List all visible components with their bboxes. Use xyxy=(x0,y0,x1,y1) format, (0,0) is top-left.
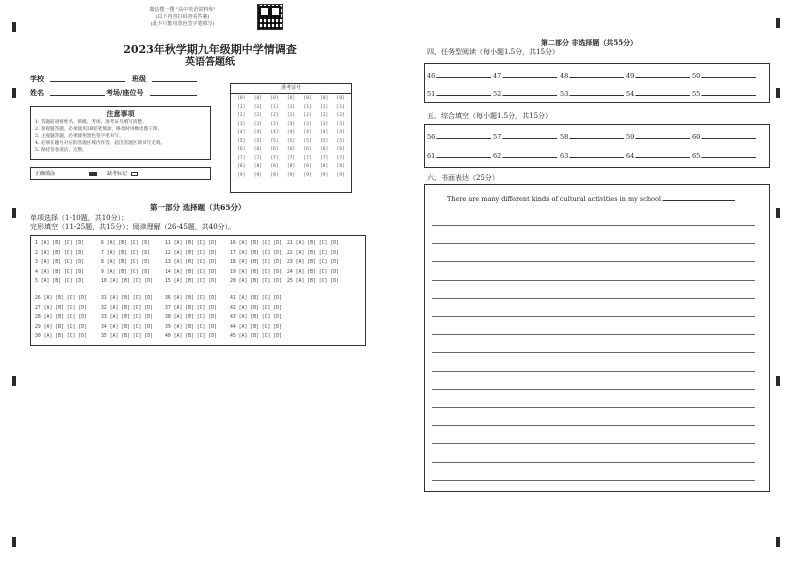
question-bubble-row[interactable]: 17 [A] [B] [C] [D] xyxy=(230,250,282,256)
question-bubble-row[interactable]: 32 [A] [B] [C] [D] xyxy=(101,305,153,311)
blank-number: 58. xyxy=(560,133,571,141)
admission-digit-bubble[interactable]: [9] xyxy=(237,172,246,178)
question-bubble-row[interactable]: 44 [A] [B] [C] [D] xyxy=(230,324,282,330)
answer-blank[interactable] xyxy=(493,152,557,160)
answer-blank[interactable] xyxy=(626,152,690,160)
blank-line[interactable] xyxy=(702,72,756,78)
notice-box xyxy=(30,106,211,160)
blank-line[interactable] xyxy=(702,152,756,158)
admission-digit-bubble[interactable]: [9] xyxy=(286,172,296,178)
question-bubble-row[interactable]: 35 [A] [B] [C] [D] xyxy=(101,334,153,339)
answer-blank[interactable] xyxy=(626,72,690,80)
writing-line[interactable] xyxy=(432,425,755,426)
admission-digit-bubble[interactable]: [5] xyxy=(336,138,345,144)
admission-digit-bubble[interactable]: [0] xyxy=(270,96,279,101)
alignment-mark xyxy=(12,208,16,218)
admission-digit-bubble[interactable]: [6] xyxy=(270,147,279,152)
admission-digit-bubble[interactable]: [4] xyxy=(270,130,279,135)
admission-digit-bubble[interactable]: [3] xyxy=(270,121,279,127)
admission-digit-bubble[interactable]: [7] xyxy=(319,155,329,161)
name-label: 姓名 xyxy=(30,88,44,97)
answer-blank[interactable] xyxy=(692,152,756,160)
blank-line[interactable] xyxy=(503,152,557,158)
admission-digit-bubble[interactable]: [5] xyxy=(237,138,246,144)
admission-digit-bubble[interactable]: [9] xyxy=(253,172,262,178)
fill-example xyxy=(30,167,211,180)
answer-blank[interactable] xyxy=(427,133,491,141)
admission-digit-bubble[interactable]: [2] xyxy=(270,113,279,118)
notice-item: 3. 主观题答题，必须使用黑色签字笔书写。 xyxy=(35,134,124,139)
admission-digit-bubble[interactable]: [8] xyxy=(303,164,312,169)
question-bubble-row[interactable]: 19 [A] [B] [C] [D] xyxy=(230,269,282,275)
name-field[interactable] xyxy=(50,95,105,96)
header-note xyxy=(110,7,255,28)
admission-digit-bubble[interactable]: [8] xyxy=(319,164,329,169)
question-bubble-row[interactable]: 41 [A] [B] [C] [D] xyxy=(230,296,282,301)
admission-digit-bubble[interactable]: [5] xyxy=(303,138,312,144)
admission-digit-bubble[interactable]: [5] xyxy=(319,138,329,144)
multiple-choice-area xyxy=(30,235,366,346)
question-bubble-row[interactable]: 21 [A] [B] [C] [D] xyxy=(287,241,339,246)
admission-digit-bubble[interactable]: [8] xyxy=(237,164,246,169)
admission-digit-bubble[interactable]: [7] xyxy=(303,155,312,161)
admission-digit-bubble[interactable]: [1] xyxy=(237,104,246,110)
blank-line[interactable] xyxy=(503,90,557,96)
admission-digit-bubble[interactable]: [8] xyxy=(286,164,296,169)
admission-number-title: 准考证号 xyxy=(231,84,351,94)
school-label: 学校 xyxy=(30,74,44,83)
admission-digit-bubble[interactable]: [1] xyxy=(270,104,279,110)
alignment-mark xyxy=(12,537,16,547)
blank-line[interactable] xyxy=(570,133,624,139)
writing-line[interactable] xyxy=(432,443,755,444)
question-bubble-row[interactable]: 11 [A] [B] [C] [D] xyxy=(165,241,217,246)
admission-digit-bubble[interactable]: [2] xyxy=(336,113,345,118)
blank-number: 56. xyxy=(427,133,438,141)
alignment-mark xyxy=(776,88,780,98)
blank-number: 50. xyxy=(692,72,703,80)
admission-digit-bubble[interactable]: [6] xyxy=(286,147,296,152)
question-bubble-row[interactable]: 29 [A] [B] [C] [D] xyxy=(35,324,87,330)
blank-number: 57. xyxy=(493,133,504,141)
notice-item: 2. 客观题答题，必须使用2B铅笔填涂，修改时用橡皮擦干净。 xyxy=(35,127,162,132)
question-bubble-row[interactable]: 15 [A] [B] [C] [D] xyxy=(165,279,217,284)
question-bubble-row[interactable]: 38 [A] [B] [C] [D] xyxy=(165,315,217,320)
section5-box xyxy=(424,124,770,168)
question-bubble-row[interactable]: 25 [A] [B] [C] [D] xyxy=(287,279,339,284)
page-title: 2023年秋学期九年级期中学情调查 xyxy=(123,43,297,56)
class-label: 班级 xyxy=(132,74,146,83)
admission-digit-bubble[interactable]: [4] xyxy=(253,130,262,135)
notice-title: 注意事项 xyxy=(106,109,135,118)
blank-number: 47. xyxy=(493,72,504,80)
room-seat-label: 考场/座位号 xyxy=(106,88,144,97)
writing-line[interactable] xyxy=(432,280,755,281)
admission-digit-bubble[interactable]: [0] xyxy=(253,96,262,101)
writing-line[interactable] xyxy=(432,316,755,317)
part1-sub1: 单项选择（1-10题，共10分）； xyxy=(30,214,129,222)
question-bubble-row[interactable]: 5 [A] [B] [C] [D] xyxy=(35,279,85,284)
question-bubble-row[interactable]: 45 [A] [B] [C] [D] xyxy=(230,334,282,339)
admission-digit-bubble[interactable]: [8] xyxy=(336,164,345,169)
question-bubble-row[interactable]: 4 [A] [B] [C] [D] xyxy=(35,269,85,275)
answer-blank[interactable] xyxy=(560,72,624,80)
admission-digit-bubble[interactable]: [7] xyxy=(237,155,246,161)
question-bubble-row[interactable]: 28 [A] [B] [C] [D] xyxy=(35,315,87,320)
admission-digit-bubble[interactable]: [1] xyxy=(319,104,329,110)
blank-line[interactable] xyxy=(702,133,756,139)
blank-line[interactable] xyxy=(636,133,690,139)
question-bubble-row[interactable]: 26 [A] [B] [C] [D] xyxy=(35,296,87,301)
question-bubble-row[interactable]: 39 [A] [B] [C] [D] xyxy=(165,324,217,330)
blank-line[interactable] xyxy=(636,152,690,158)
question-bubble-row[interactable]: 20 [A] [B] [C] [D] xyxy=(230,279,282,284)
blank-number: 51. xyxy=(427,90,438,98)
blank-number: 55. xyxy=(692,90,703,98)
admission-digit-bubble[interactable]: [2] xyxy=(303,113,312,118)
fill-sample-icon xyxy=(89,172,97,176)
blank-number: 61. xyxy=(427,152,438,160)
writing-prompt-text: There are many different kinds of cultural activities in my school. xyxy=(447,195,664,203)
blank-line[interactable] xyxy=(503,72,557,78)
answer-blank[interactable] xyxy=(427,72,491,80)
alignment-mark xyxy=(12,22,16,32)
question-bubble-row[interactable]: 31 [A] [B] [C] [D] xyxy=(101,296,153,301)
blank-number: 64. xyxy=(626,152,637,160)
admission-digit-bubble[interactable]: [5] xyxy=(286,138,296,144)
blank-line[interactable] xyxy=(437,152,491,158)
blank-line[interactable] xyxy=(636,90,690,96)
admission-digit-bubble[interactable]: [3] xyxy=(286,121,296,127)
admission-digit-bubble[interactable]: [6] xyxy=(319,147,329,152)
alignment-mark xyxy=(12,88,16,98)
admission-digit-bubble[interactable]: [8] xyxy=(270,164,279,169)
blank-line[interactable] xyxy=(702,90,756,96)
admission-digit-bubble[interactable]: [9] xyxy=(336,172,345,178)
page-subtitle: 英语答题纸 xyxy=(185,57,235,68)
writing-line[interactable] xyxy=(432,352,755,353)
answer-blank[interactable] xyxy=(560,152,624,160)
writing-line[interactable] xyxy=(432,225,755,226)
question-bubble-row[interactable]: 3 [A] [B] [C] [D] xyxy=(35,260,85,265)
admission-digit-bubble[interactable]: [9] xyxy=(270,172,279,178)
admission-digit-bubble[interactable]: [6] xyxy=(336,147,345,152)
blank-number: 48. xyxy=(560,72,571,80)
missing-mark-label: 缺考标记 xyxy=(107,171,128,177)
class-field[interactable] xyxy=(152,81,197,82)
answer-blank[interactable] xyxy=(692,133,756,141)
admission-digit-bubble[interactable]: [3] xyxy=(303,121,312,127)
writing-line[interactable] xyxy=(432,407,755,408)
notice-item: 4. 必须在题号对应的答题区域内作答，超出答题区域书写无效。 xyxy=(35,141,165,146)
question-bubble-row[interactable]: 27 [A] [B] [C] [D] xyxy=(35,305,87,311)
blank-line[interactable] xyxy=(437,72,491,78)
question-bubble-row[interactable]: 2 [A] [B] [C] [D] xyxy=(35,250,85,256)
question-bubble-row[interactable]: 36 [A] [B] [C] [D] xyxy=(165,296,217,301)
answer-blank[interactable] xyxy=(493,90,557,98)
answer-blank[interactable] xyxy=(626,133,690,141)
admission-digit-bubble[interactable]: [0] xyxy=(286,96,296,101)
writing-line[interactable] xyxy=(432,480,755,481)
question-bubble-row[interactable]: 9 [A] [B] [C] [D] xyxy=(101,269,151,275)
question-bubble-row[interactable]: 37 [A] [B] [C] [D] xyxy=(165,305,217,311)
part1-title: 第一部分 选择题（共65分） xyxy=(150,203,246,212)
part1-sub2: 完形填空（11-25题，共15分）；阅读理解（26-45题，共40分）。 xyxy=(30,223,236,231)
notice-item: 1. 答题前请将姓名、班级、考场、准考证号填写清楚。 xyxy=(35,120,147,125)
admission-digit-bubble[interactable]: [2] xyxy=(286,113,296,118)
question-bubble-row[interactable]: 1 [A] [B] [C] [D] xyxy=(35,241,85,246)
question-bubble-row[interactable]: 7 [A] [B] [C] [D] xyxy=(101,250,151,256)
question-bubble-row[interactable]: 42 [A] [B] [C] [D] xyxy=(230,305,282,311)
header-note-line: (以下内容扫码查看答案) xyxy=(155,14,210,20)
admission-digit-bubble[interactable]: [7] xyxy=(336,155,345,161)
header-note-line: (此卡只能用黑色签字笔填写) xyxy=(150,21,215,27)
blank-line[interactable] xyxy=(437,133,491,139)
blank-line[interactable] xyxy=(570,90,624,96)
section5-title: 五、综合填空（每小题1.5分，共15分） xyxy=(427,112,553,120)
answer-blank[interactable] xyxy=(493,72,557,80)
question-bubble-row[interactable]: 10 [A] [B] [C] [D] xyxy=(101,279,153,284)
admission-digit-bubble[interactable]: [2] xyxy=(319,113,329,118)
part2-title: 第二部分 非选择题（共55分） xyxy=(541,38,638,47)
admission-digit-bubble[interactable]: [3] xyxy=(253,121,262,127)
answer-blank[interactable] xyxy=(560,133,624,141)
admission-digit-bubble[interactable]: [0] xyxy=(237,96,246,101)
writing-line[interactable] xyxy=(432,243,755,244)
missing-mark-box[interactable] xyxy=(131,172,138,176)
blank-line[interactable] xyxy=(503,133,557,139)
blank-number: 62. xyxy=(493,152,504,160)
answer-blank[interactable] xyxy=(692,90,756,98)
writing-prompt xyxy=(447,195,735,203)
admission-digit-bubble[interactable]: [7] xyxy=(270,155,279,161)
admission-digit-bubble[interactable]: [1] xyxy=(286,104,296,110)
blank-number: 46. xyxy=(427,72,438,80)
admission-digit-bubble[interactable]: [4] xyxy=(237,130,246,135)
header-note-line: 微信搜一搜 "高中英语资料库" xyxy=(149,7,216,13)
section4-title: 四、任务型阅读（每小题1.5分，共15分） xyxy=(427,48,560,56)
writing-line[interactable] xyxy=(432,298,755,299)
question-bubble-row[interactable]: 6 [A] [B] [C] [D] xyxy=(101,241,151,246)
admission-digit-bubble[interactable]: [5] xyxy=(270,138,279,144)
admission-digit-bubble[interactable]: [6] xyxy=(237,147,246,152)
notice-item: 5. 保持答卷清洁、完整。 xyxy=(35,148,87,153)
question-bubble-row[interactable]: 22 [A] [B] [C] [D] xyxy=(287,250,339,256)
admission-digit-bubble[interactable]: [4] xyxy=(303,130,312,135)
admission-digit-bubble[interactable]: [0] xyxy=(303,96,312,101)
writing-box xyxy=(424,184,770,492)
writing-line[interactable] xyxy=(432,334,755,335)
admission-number-bubbles xyxy=(231,94,351,181)
admission-digit-bubble[interactable]: [7] xyxy=(253,155,262,161)
writing-line[interactable] xyxy=(432,261,755,262)
admission-digit-bubble[interactable]: [4] xyxy=(336,130,345,135)
answer-blank[interactable] xyxy=(560,90,624,98)
admission-digit-bubble[interactable]: [6] xyxy=(303,147,312,152)
alignment-mark xyxy=(776,537,780,547)
blank-number: 49. xyxy=(626,72,637,80)
writing-line[interactable] xyxy=(432,462,755,463)
question-bubble-row[interactable]: 18 [A] [B] [C] [D] xyxy=(230,260,282,265)
question-bubble-row[interactable]: 24 [A] [B] [C] [D] xyxy=(287,269,339,275)
school-field[interactable] xyxy=(50,81,125,82)
question-bubble-row[interactable]: 40 [A] [B] [C] [D] xyxy=(165,334,217,339)
alignment-mark xyxy=(12,376,16,386)
admission-digit-bubble[interactable]: [2] xyxy=(237,113,246,118)
admission-digit-bubble[interactable]: [1] xyxy=(336,104,345,110)
answer-blank[interactable] xyxy=(427,152,491,160)
admission-digit-bubble[interactable]: [1] xyxy=(253,104,262,110)
correct-fill-label: 正确填涂 xyxy=(35,171,56,177)
admission-digit-bubble[interactable]: [6] xyxy=(253,147,262,152)
admission-digit-bubble[interactable]: [3] xyxy=(319,121,329,127)
blank-line[interactable] xyxy=(570,152,624,158)
blank-number: 60. xyxy=(692,133,703,141)
admission-digit-bubble[interactable]: [4] xyxy=(319,130,329,135)
answer-blank[interactable] xyxy=(493,133,557,141)
answer-blank[interactable] xyxy=(626,90,690,98)
admission-digit-bubble[interactable]: [9] xyxy=(319,172,329,178)
answer-blank[interactable] xyxy=(692,72,756,80)
admission-digit-bubble[interactable]: [7] xyxy=(286,155,296,161)
writing-line[interactable] xyxy=(432,371,755,372)
question-bubble-row[interactable]: 8 [A] [B] [C] [D] xyxy=(101,260,151,265)
qr-code-icon xyxy=(257,4,283,30)
blank-line[interactable] xyxy=(570,72,624,78)
admission-digit-bubble[interactable]: [2] xyxy=(253,113,262,118)
alignment-mark xyxy=(776,18,780,28)
admission-digit-bubble[interactable]: [0] xyxy=(319,96,329,101)
blank-number: 59. xyxy=(626,133,637,141)
blank-line[interactable] xyxy=(636,72,690,78)
question-bubble-row[interactable]: 34 [A] [B] [C] [D] xyxy=(101,324,153,330)
admission-digit-bubble[interactable]: [3] xyxy=(237,121,246,127)
blank-number: 53. xyxy=(560,90,571,98)
admission-digit-bubble[interactable]: [9] xyxy=(303,172,312,178)
question-bubble-row[interactable]: 30 [A] [B] [C] [D] xyxy=(35,334,87,339)
admission-number-grid xyxy=(230,83,352,193)
question-bubble-row[interactable]: 16 [A] [B] [C] [D] xyxy=(230,241,282,246)
blank-line[interactable] xyxy=(437,90,491,96)
admission-digit-bubble[interactable]: [5] xyxy=(253,138,262,144)
alignment-mark xyxy=(776,208,780,218)
alignment-mark xyxy=(776,376,780,386)
blank-number: 54. xyxy=(626,90,637,98)
question-bubble-row[interactable]: 33 [A] [B] [C] [D] xyxy=(101,315,153,320)
answer-blank[interactable] xyxy=(427,90,491,98)
blank-number: 63. xyxy=(560,152,571,160)
room-seat-field[interactable] xyxy=(150,95,197,96)
admission-digit-bubble[interactable]: [0] xyxy=(336,96,345,101)
writing-first-line[interactable] xyxy=(663,195,735,201)
blank-number: 65. xyxy=(692,152,703,160)
question-bubble-row[interactable]: 13 [A] [B] [C] [D] xyxy=(165,260,217,265)
question-bubble-row[interactable]: 43 [A] [B] [C] [D] xyxy=(230,315,282,320)
admission-digit-bubble[interactable]: [3] xyxy=(336,121,345,127)
admission-digit-bubble[interactable]: [1] xyxy=(303,104,312,110)
blank-number: 52. xyxy=(493,90,504,98)
writing-line[interactable] xyxy=(432,389,755,390)
question-bubble-row[interactable]: 23 [A] [B] [C] [D] xyxy=(287,260,339,265)
admission-digit-bubble[interactable]: [4] xyxy=(286,130,296,135)
section6-title: 六、书面表达（25分） xyxy=(427,174,499,182)
question-bubble-row[interactable]: 12 [A] [B] [C] [D] xyxy=(165,250,217,256)
admission-digit-bubble[interactable]: [8] xyxy=(253,164,262,169)
question-bubble-row[interactable]: 14 [A] [B] [C] [D] xyxy=(165,269,217,275)
